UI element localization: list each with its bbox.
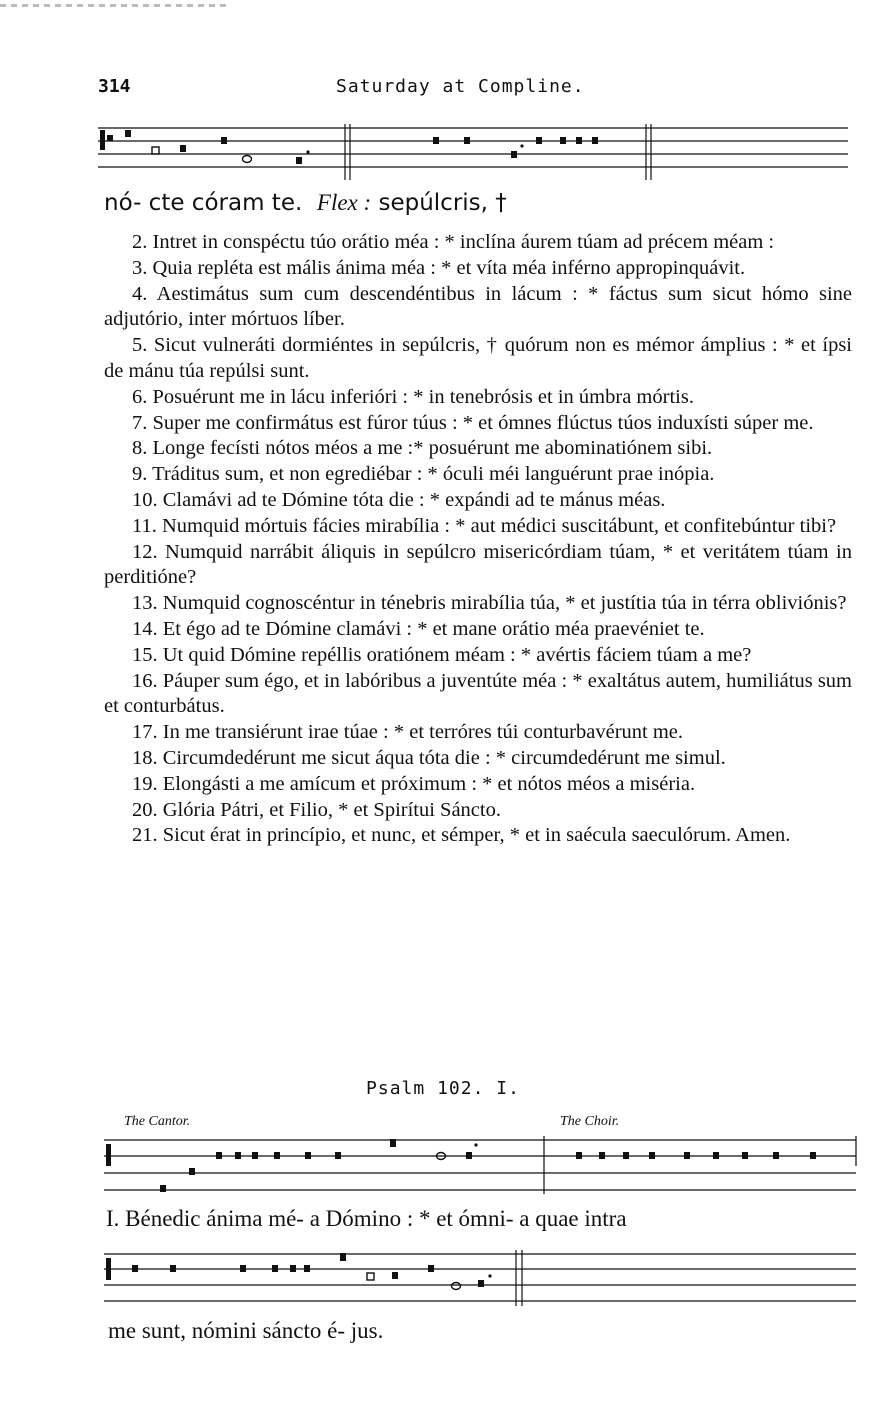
verse-15: 15. Ut quid Dómine repéllis oratiónem méam : * avértis fáciem túam a me?: [132, 643, 752, 666]
chant-staff-2: [104, 1136, 858, 1194]
running-title: Saturday at Compline.: [336, 76, 585, 97]
flex-label: Flex :: [316, 190, 372, 215]
lyric-text: nó- cte córam te.: [104, 190, 303, 216]
chant-lyric-2: I. Bénedic ánima mé- a Dómino : * et ómni- a quae intra: [106, 1206, 627, 1231]
page-header: [0, 76, 886, 104]
choir-label: The Choir.: [560, 1114, 620, 1129]
verse-14: 14. Et égo ad te Dómine clamávi : * et mane orátio méa praevéniet te.: [132, 617, 705, 640]
flex-text: sepúlcris, †: [378, 190, 507, 216]
psalm-title: Psalm 102. I.: [366, 1078, 520, 1099]
verse-12: 12. Numquid narrábit áliquis in sepúlcro misericórdiam túam, * et veritátem túam in perditióne?: [104, 540, 852, 589]
chant-staff-3: [104, 1250, 858, 1306]
verse-11: 11. Numquid mórtuis fácies mirabília : * aut médici suscitábunt, et confitebúntur tibi?: [132, 514, 837, 537]
page-number: 314: [98, 76, 131, 97]
verse-9: 9. Tráditus sum, et non egrediébar : * óculi méi languérunt prae inópia.: [132, 463, 715, 486]
verse-6: 6. Posuérunt me in lácu inferióri : * in tenebrósis et in úmbra mórtis.: [132, 385, 694, 408]
verse-13: 13. Numquid cognoscéntur in ténebris mirabília túa, * et justítia túa in térra obliviónis?: [132, 592, 847, 615]
psalm-verses: [104, 230, 852, 849]
chant-lyric-3: me sunt, nómini sáncto é- jus.: [108, 1318, 384, 1343]
chant-staff-1: [98, 124, 850, 180]
chant-lyric-1: [104, 190, 507, 216]
verse-17: 17. In me transiérunt irae túae : * et terróres túi conturbavérunt me.: [132, 721, 684, 744]
verse-2: 2. Intret in conspéctu túo orátio méa : * inclína áurem túam ad précem méam :: [132, 231, 775, 253]
cantor-label: The Cantor.: [124, 1114, 191, 1129]
verse-4: 4. Aestimátus sum cum descendéntibus in lácum : * fáctus sum sicut hómo sine adjutório, inter mórtuos líber.: [104, 282, 852, 331]
verse-7: 7. Super me confirmátus est fúror túus : * et ómnes flúctus túos induxísti súper me.: [132, 411, 814, 434]
verse-19: 19. Elongásti a me amícum et próximum : * et nótos méos a miséria.: [132, 772, 696, 795]
verse-10: 10. Clamávi ad te Dómine tóta die : * expándi ad te mánus méas.: [132, 488, 666, 511]
verse-8: 8. Longe fecísti nótos méos a me :* posuérunt me abominatiónem sibi.: [132, 437, 713, 460]
verse-18: 18. Circumdedérunt me sicut áqua tóta die : * circumdedérunt me simul.: [132, 746, 726, 769]
verse-3: 3. Quia repléta est mális ánima méa : * et víta méa inférno appropinquávit.: [132, 256, 746, 279]
scan-artifact: [0, 4, 230, 7]
verse-21: 21. Sicut érat in princípio, et nunc, et sémper, * et in saécula saeculórum. Amen.: [132, 824, 791, 847]
verse-16: 16. Páuper sum égo, et in labóribus a juventúte méa : * exaltátus autem, humiliátus sum et conturbátus.: [104, 669, 852, 718]
verse-5: 5. Sicut vulneráti dormiéntes in sepúlcris, † quórum non es mémor ámplius : * et ípsi de mánu túa repúlsi sunt.: [104, 334, 852, 382]
verse-20: 20. Glória Pátri, et Filio, * et Spirítui Sáncto.: [132, 798, 501, 821]
